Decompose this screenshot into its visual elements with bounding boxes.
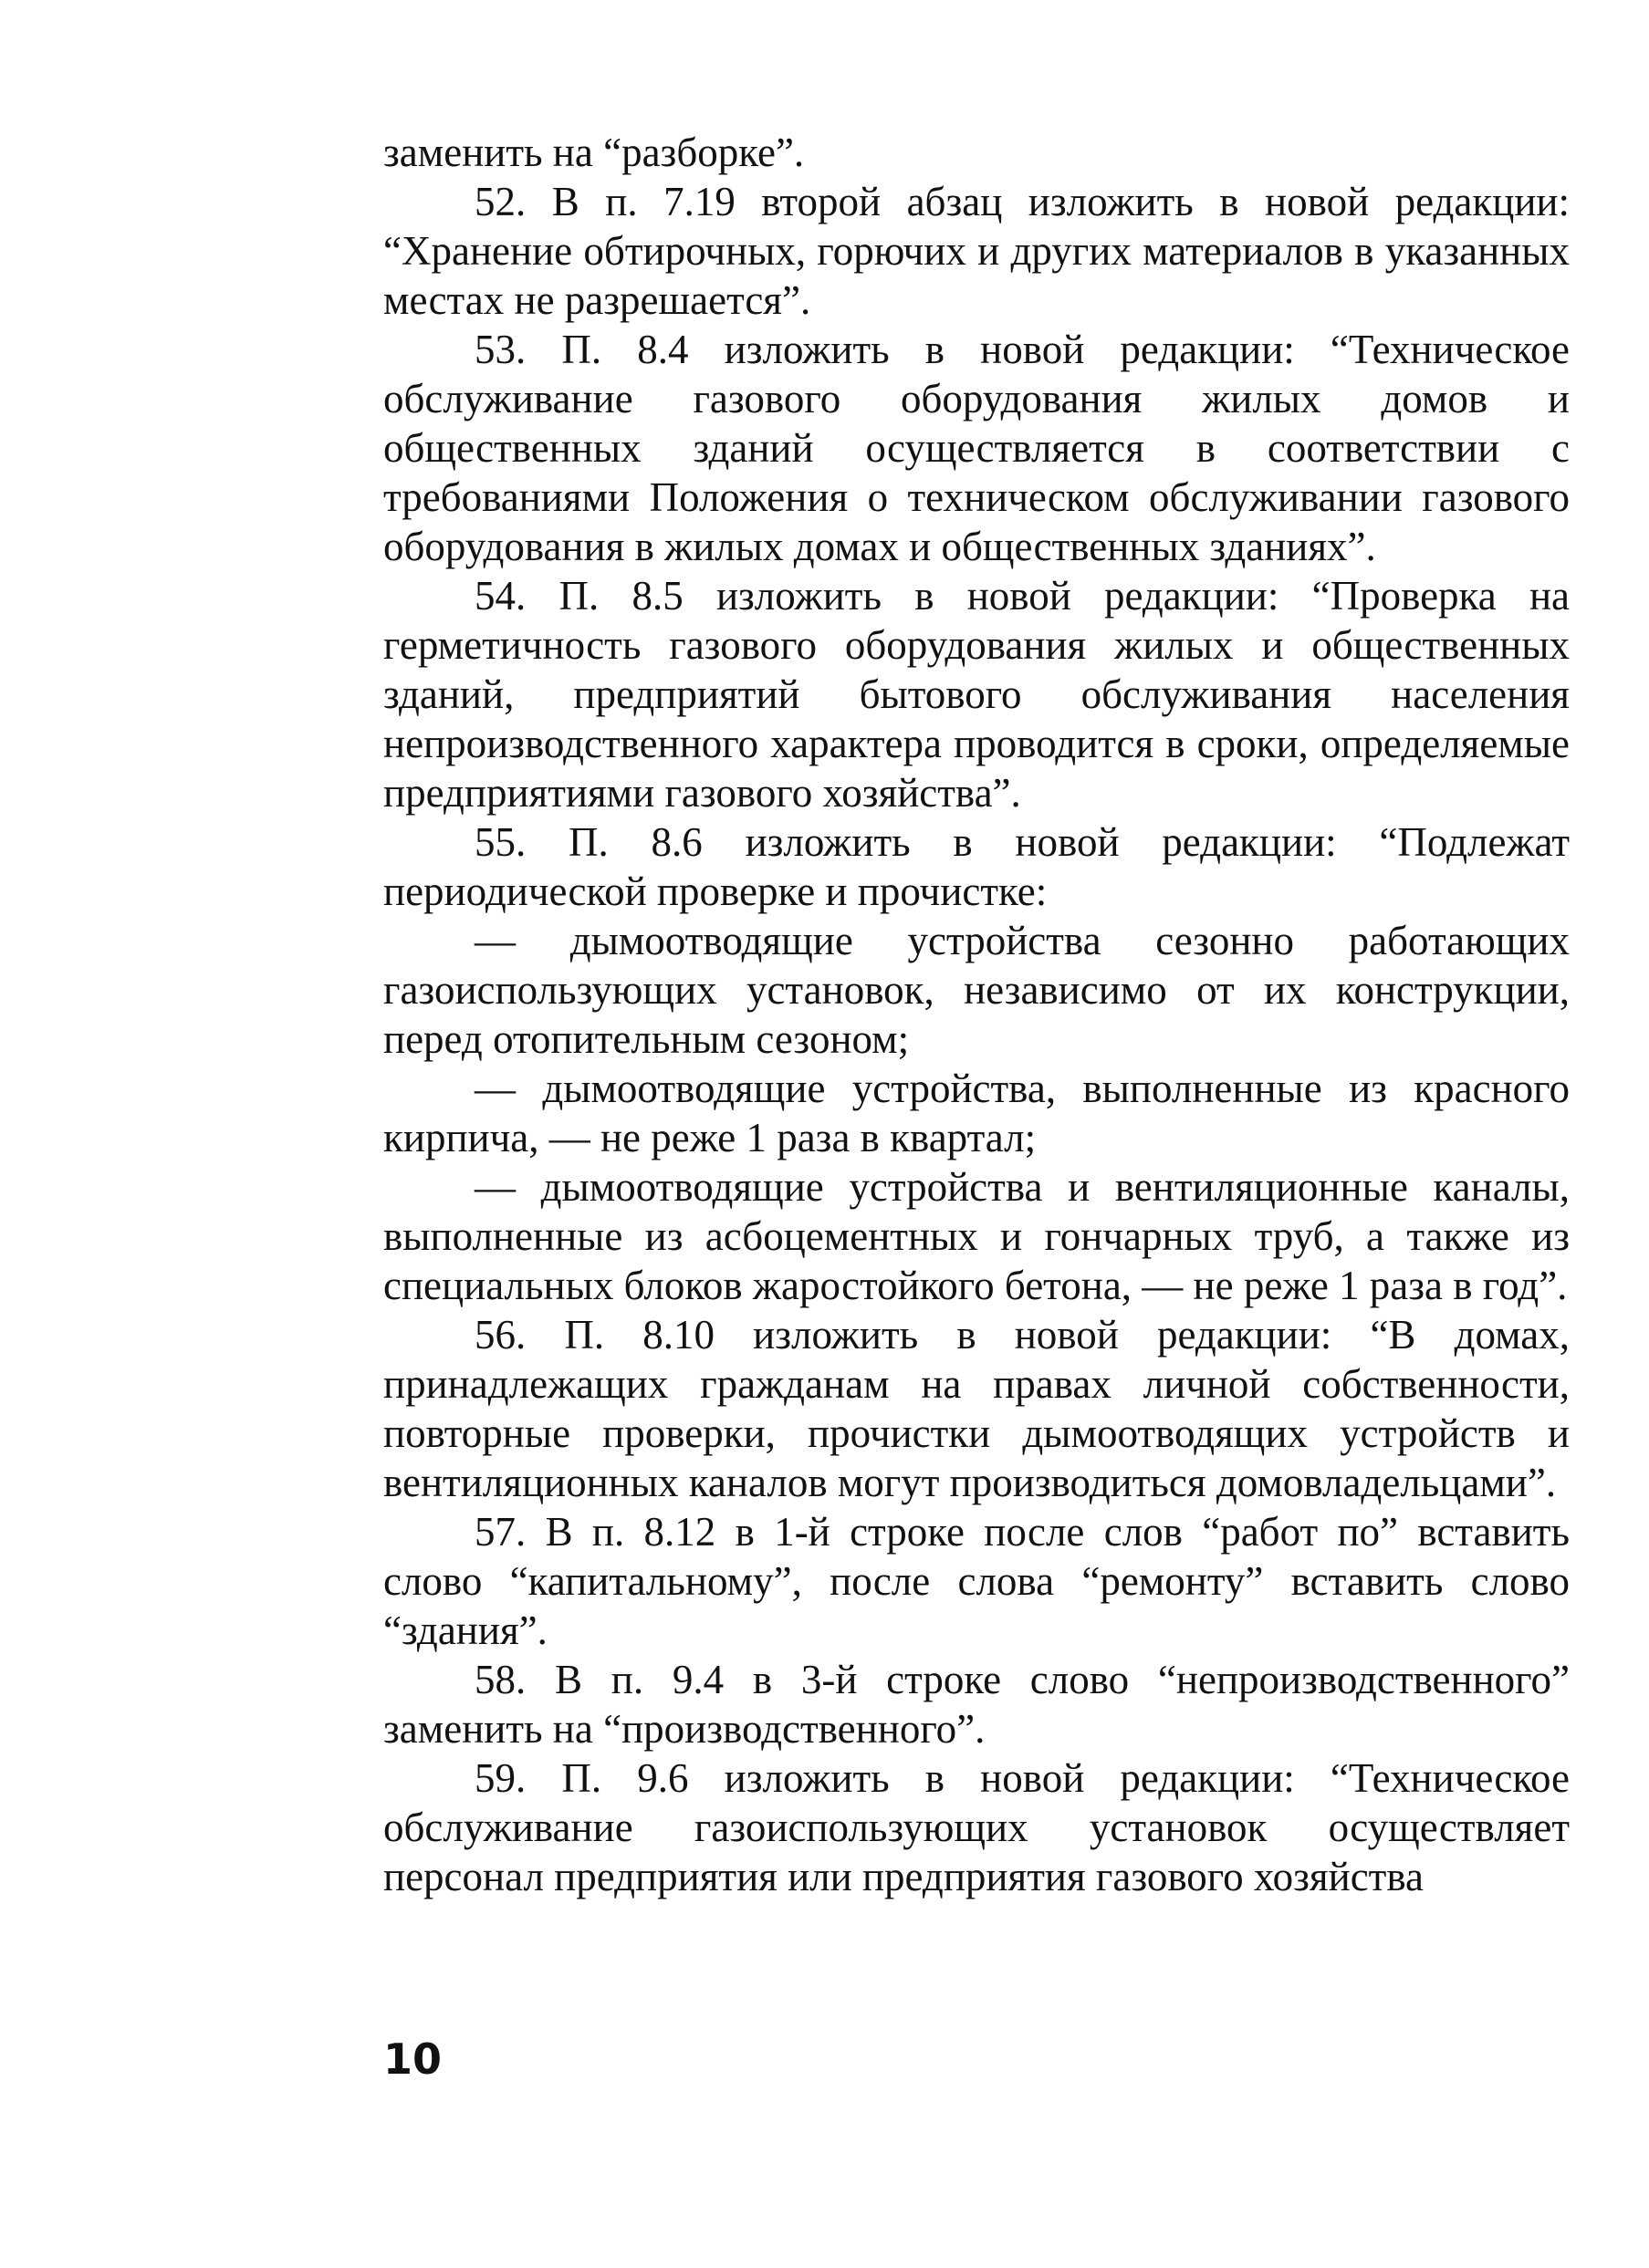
paragraph-list-item-2: — дымоотводящие устройства, выполненные из красного кирпича, — не реже 1 раза в квартал; (383, 1066, 1570, 1160)
paragraph-item-55: 55. П. 8.6 изложить в новой редакции: “Подлежат периодической проверке и прочистке: (383, 819, 1570, 914)
paragraph-item-58: 58. В п. 9.4 в 3-й строке слово “непроизводственного” заменить на “производственного”. (383, 1657, 1570, 1752)
page-text-body (383, 128, 1570, 1901)
paragraph-item-56: 56. П. 8.10 изложить в новой редакции: “В домах, принадлежащих гражданам на правах личной собственности, повторные проверки, прочистки дымоотводящих устройств и вентиляционных каналов могут производиться домовладельцами”. (383, 1312, 1570, 1505)
paragraph-list-item-3: — дымоотводящие устройства и вентиляционные каналы, выполненные из асбоцементных и гончарных труб, а также из специальных блоков жаростойкого бетона, — не реже 1 раза в год”. (383, 1164, 1570, 1308)
paragraph-item-53: 53. П. 8.4 изложить в новой редакции: “Техническое обслуживание газового оборудования жилых домов и общественных зданий осуществляется в соответствии с требованиями Положения о техническом обслуживании газового оборудования в жилых домах и общественных зданиях”. (383, 327, 1570, 569)
paragraph-list-item-1: — дымоотводящие устройства сезонно работающих газоиспользующих установок, независимо от их конструкции, перед отопительным сезоном; (383, 918, 1570, 1062)
paragraph-continuation: заменить на “разборке”. (383, 130, 805, 175)
paragraph-item-54: 54. П. 8.5 изложить в новой редакции: “Проверка на герметичность газового оборудования жилых и общественных зданий, предприятий бытового обслуживания населения непроизводственного характера проводится в сроки, определяемые предприятиями газового хозяйства”. (383, 573, 1570, 816)
paragraph-item-57: 57. В п. 8.12 в 1-й строке после слов “работ по” вставить слово “капитальному”, после слова “ремонту” вставить слово “здания”. (383, 1509, 1570, 1653)
page-number: 10 (383, 2034, 443, 2084)
paragraph-item-52: 52. В п. 7.19 второй абзац изложить в новой редакции: “Хранение обтирочных, горючих и других материалов в указанных местах не разрешается”. (383, 179, 1570, 323)
paragraph-item-59: 59. П. 9.6 изложить в новой редакции: “Техническое обслуживание газоиспользующих установок осуществляет персонал предприятия или предприятия газового хозяйства (383, 1755, 1570, 1899)
